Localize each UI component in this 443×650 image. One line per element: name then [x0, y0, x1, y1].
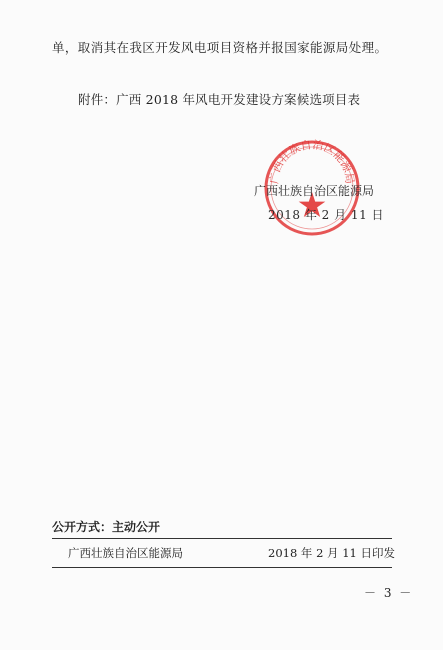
signature-date: 2018 年 2 月 11 日	[268, 208, 385, 222]
footer-top-rule	[52, 538, 392, 539]
body-closing-line: 单，取消其在我区开发风电项目资格并报国家能源局处理。	[52, 40, 388, 55]
attachment-line: 附件：广西 2018 年风电开发建设方案候选项目表	[78, 92, 361, 107]
page-number: － 3 －	[364, 586, 414, 600]
disclosure-mode: 公开方式：主动公开	[52, 520, 161, 534]
footer-issuer: 广西壮族自治区能源局	[68, 546, 183, 560]
footer-bottom-rule	[52, 567, 392, 568]
signature-organization: 广西壮族自治区能源局	[254, 184, 375, 198]
svg-text:广西壮族自治区能源局: 广西壮族自治区能源局	[267, 138, 357, 185]
footer-issue-date: 2018 年 2 月 11 日印发	[268, 546, 395, 560]
